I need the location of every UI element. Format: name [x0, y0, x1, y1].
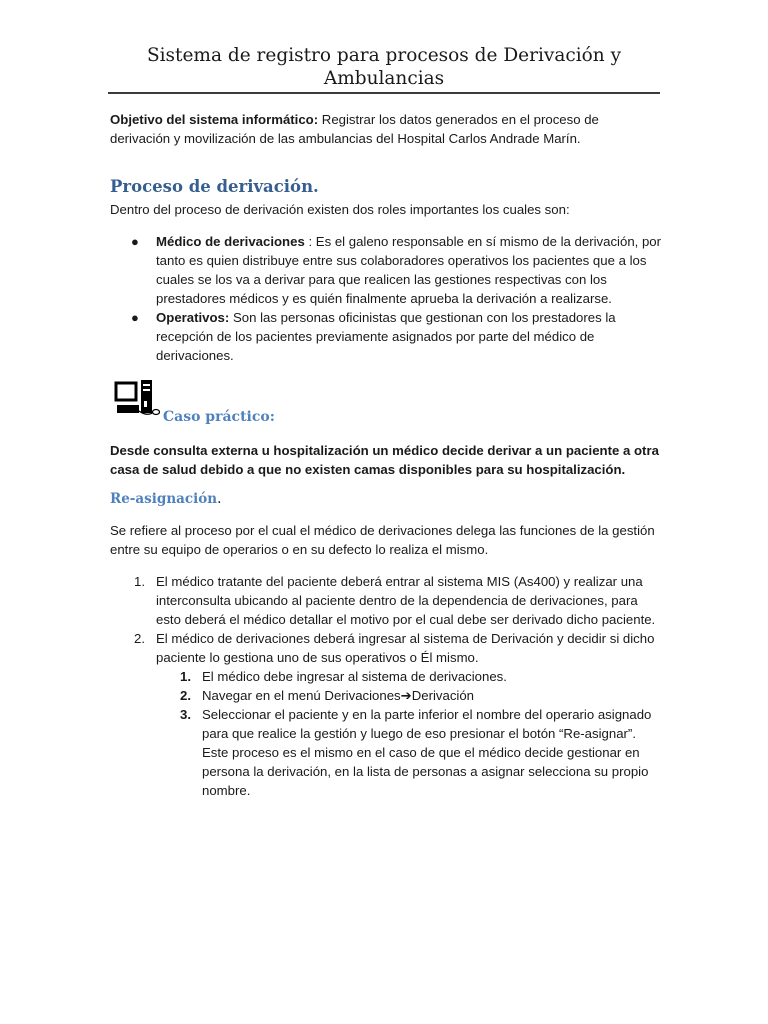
objective-paragraph	[110, 110, 662, 148]
reasignacion-heading-text: Re-asignación	[110, 491, 218, 507]
list-item	[110, 629, 662, 800]
title-line-1: Sistema de registro para procesos de Derivación y	[146, 45, 622, 66]
bullet-icon: ●	[131, 234, 139, 249]
title-line-2: Ambulancias	[323, 68, 445, 89]
list-item	[156, 705, 662, 800]
role-text: : Es el galeno responsable en sí mismo de la derivación, por tanto es quien distribuye entre sus colaboradores operativos los pacientes que a los cuales se los va a derivar para que realicen las gestiones respectivas con los prestadores médicos y es quién finalmente aprueba la derivación a realizarse.	[156, 234, 662, 306]
roles-list	[110, 232, 662, 365]
reasignacion-intro: Se refiere al proceso por el cual el médico de derivaciones delega las funciones de la gestión entre su equipo de operarios o en su defecto lo realiza el mismo.	[110, 523, 655, 557]
step-text: El médico de derivaciones deberá ingresar al sistema de Derivación y decidir si dicho paciente lo gestiona uno de sus operativos o Él mismo.	[156, 631, 655, 665]
step-text: El médico tratante del paciente deberá entrar al sistema MIS (As400) y realizar una interconsulta ubicando al paciente dentro de la dependencia de derivaciones, para esto deberá el médico detallar el motivo por el cual debe ser derivado dicho paciente.	[156, 574, 656, 627]
substep-text: El médico debe ingresar al sistema de derivaciones.	[202, 669, 507, 684]
substep-number: 2.	[180, 688, 191, 703]
role-label: Operativos:	[156, 310, 230, 325]
list-item	[156, 686, 662, 705]
substep-number: 3.	[180, 707, 191, 722]
list-item	[110, 232, 662, 308]
substep-number: 1.	[180, 669, 191, 684]
section-heading-reasignacion	[110, 491, 221, 507]
list-item	[110, 308, 662, 365]
role-text: Son las personas oficinistas que gestionan con los prestadores la recepción de los pacientes previamente asignados por parte del médico de derivaciones.	[156, 310, 616, 363]
objective-label: Objetivo del sistema informático:	[110, 112, 319, 127]
steps-list	[110, 572, 662, 800]
section-heading-proceso: Proceso de derivación.	[110, 177, 319, 196]
title-underline	[108, 92, 660, 94]
section1-intro: Dentro del proceso de derivación existen dos roles importantes los cuales son:	[110, 202, 570, 217]
substeps-list	[156, 667, 662, 800]
case-paragraph: Desde consulta externa u hospitalización un médico decide derivar a un paciente a otra casa de salud debido a que no existen camas disponibles para su hospitalización.	[110, 443, 659, 477]
list-item	[156, 667, 662, 686]
objective-text: Registrar los datos generados en el proceso de derivación y movilización de las ambulancias del Hospital Carlos Andrade Marín.	[110, 112, 599, 146]
reasignacion-heading-dot: .	[217, 491, 222, 507]
bullet-icon: ●	[131, 310, 139, 325]
step-number: 1.	[134, 574, 145, 589]
substep-text-after: Derivación	[411, 688, 475, 703]
step-number: 2.	[134, 631, 145, 646]
computer-icon	[114, 379, 160, 419]
arrow-right-icon: ➔	[400, 688, 412, 703]
section-heading-caso-practico: Caso práctico:	[163, 409, 275, 425]
list-item	[110, 572, 662, 629]
substep-text: Seleccionar el paciente y en la parte inferior el nombre del operario asignado para que realice la gestión y luego de eso presionar el botón “Re-asignar”. Este proceso es el mismo en el caso de que el médico decide gestionar en persona la derivación, en la lista de personas a asignar selecciona su propio nombre.	[202, 707, 652, 798]
role-label: Médico de derivaciones	[156, 234, 305, 249]
substep-text-before: Navegar en el menú Derivaciones	[202, 688, 401, 703]
document-title	[108, 44, 660, 90]
